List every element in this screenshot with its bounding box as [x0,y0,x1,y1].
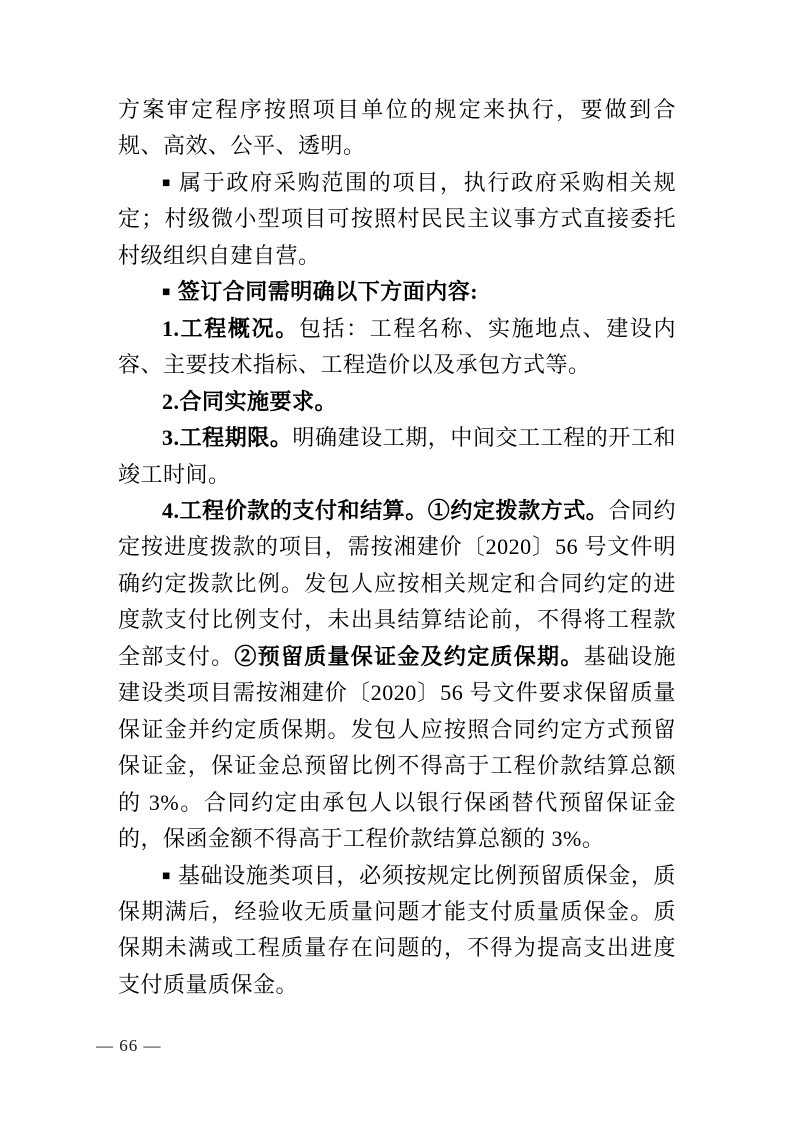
paragraph-text: 包括：工程名称、实施地点、建设内容、主要技术指标、工程造价以及承包方式等。 [118,315,676,378]
paragraph-bullet-procurement [118,165,676,274]
paragraph-text-bold: ②预留质量保证金及约定质保期。 [234,643,584,669]
paragraph-text-bold: 1.工程概况。 [162,315,299,341]
paragraph-item-2-contract-requirements [118,384,676,420]
paragraph-text-bold: 签订合同需明确以下方面内容: [177,279,479,305]
paragraph-text: 合同约定按进度拨款的项目，需按湘建价〔2020〕56 号文件明确约定拨款比例。发包人应按相关规定和合同约定的进度款支付比例支付，未出具结算结论前，不得将工程款全部支付。 [118,497,676,669]
paragraph-item-3-project-duration [118,420,676,493]
paragraph-item-1-project-overview [118,311,676,384]
bullet-square-icon: ■ [162,174,172,190]
document-body [118,92,676,1003]
page-number: — 66 — [96,1036,162,1055]
paragraph-text: 基础设施建设类项目需按湘建价〔2020〕56 号文件要求保留质量保证金并约定质保期。发包人应按照合同约定方式预留保证金，保证金总预留比例不得高于工程价款结算总额的 3%。合同约定由承包人以银行保函替代预留保证金的，保函金额不得高于工程价款结算总额的 3%。 [118,643,676,852]
paragraph-text: 基础设施类项目，必须按规定比例预留质保金，质保期满后，经验收无质量问题才能支付质量质保金。质保期未满或工程质量存在问题的，不得为提高支出进度支付质量质保金。 [118,862,676,997]
paragraph-bullet-infrastructure-retention [118,858,676,1004]
paragraph-continuation [118,92,676,165]
paragraph-text: 方案审定程序按照项目单位的规定来执行，要做到合规、高效、公平、透明。 [118,97,676,159]
bullet-square-icon: ■ [162,867,171,883]
paragraph-item-4-payment-settlement [118,493,676,858]
paragraph-text-bold: 2.合同实施要求。 [162,388,338,414]
paragraph-text: 属于政府采购范围的项目，执行政府采购相关规定；村级微小型项目可按照村民民主议事方式直接委托村级组织自建自营。 [118,169,676,268]
paragraph-text-bold: 3.工程期限。 [162,425,293,451]
paragraph-bullet-contract-heading [118,274,676,310]
paragraph-text-bold: 4.工程价款的支付和结算。①约定拨款方式。 [162,497,609,523]
paragraph-text: 明确建设工期，中间交工工程的开工和竣工时间。 [118,425,676,487]
bullet-square-icon: ■ [162,284,171,300]
